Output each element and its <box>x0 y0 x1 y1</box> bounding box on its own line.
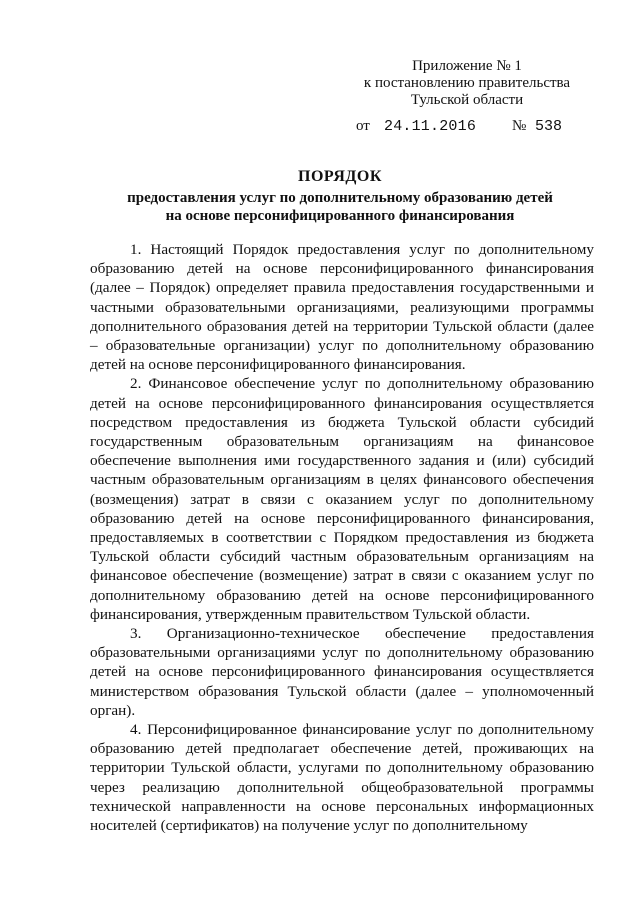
paragraph-2: 2. Финансовое обеспечение услуг по дополнительному образованию детей на основе персонифицированного финансирования осуществляется посредством предоставления из бюджета Тульской области субсидий государственным образовательным организациям на финансовое обеспечение выполнения ими государственного задания и (или) субсидий частным образовательным организациям в целях финансового обеспечения (возмещения) затрат в связи с оказанием услуг по дополнительному образованию детей на основе персонифицированного финансирования, предоставляемых в соответствии с Порядком предоставления из бюджета Тульской области субсидий частным образовательным организациям на финансовое обеспечение (возмещение) затрат в связи с оказанием услуг по дополнительному образованию детей на основе персонифицированного финансирования, утвержденным правительством Тульской области. <box>90 375 594 623</box>
appendix-header <box>352 58 582 109</box>
paragraph-3: 3. Организационно-техническое обеспечение предоставления образовательными организациями услуг по дополнительному образованию детей на основе персонифицированного финансирования осуществляется министерством образования Тульской области (далее – уполномоченный орган). <box>90 625 594 719</box>
decree-from-label: от <box>356 118 370 134</box>
document-subtitle-line1: предоставления услуг по дополнительному образованию детей <box>127 190 553 206</box>
decree-date: 24.11.2016 <box>384 118 477 135</box>
document-title: ПОРЯДОК <box>298 168 382 185</box>
decree-number-label: № <box>512 118 527 134</box>
paragraph-1: 1. Настоящий Порядок предоставления услуг по дополнительному образованию детей на основе персонифицированного финансирования (далее – Порядок) определяет правила предоставления государственными и частными образовательными организациями, реализующими программы дополнительного образования детей на территории Тульской области (далее – образовательные организации) услуг по дополнительному образованию детей на основе персонифицированного финансирования. <box>90 241 594 374</box>
paragraph-4: 4. Персонифицированное финансирование услуг по дополнительному образованию детей предполагает обеспечение детей, проживающих на территории Тульской области, услугами по дополнительному образованию через реализацию дополнительной общеобразовательной программы технической направленности на основе персональных информационных носителей (сертификатов) на получение услуг по дополнительному <box>90 721 594 835</box>
appendix-region: Тульской области <box>410 92 524 108</box>
appendix-reference: к постановлению правительства <box>363 75 571 91</box>
decree-number: 538 <box>535 118 563 135</box>
document-subtitle-line2: на основе персонифицированного финансирования <box>165 208 515 224</box>
appendix-title: Приложение № 1 <box>412 58 522 74</box>
document-body <box>90 240 594 835</box>
